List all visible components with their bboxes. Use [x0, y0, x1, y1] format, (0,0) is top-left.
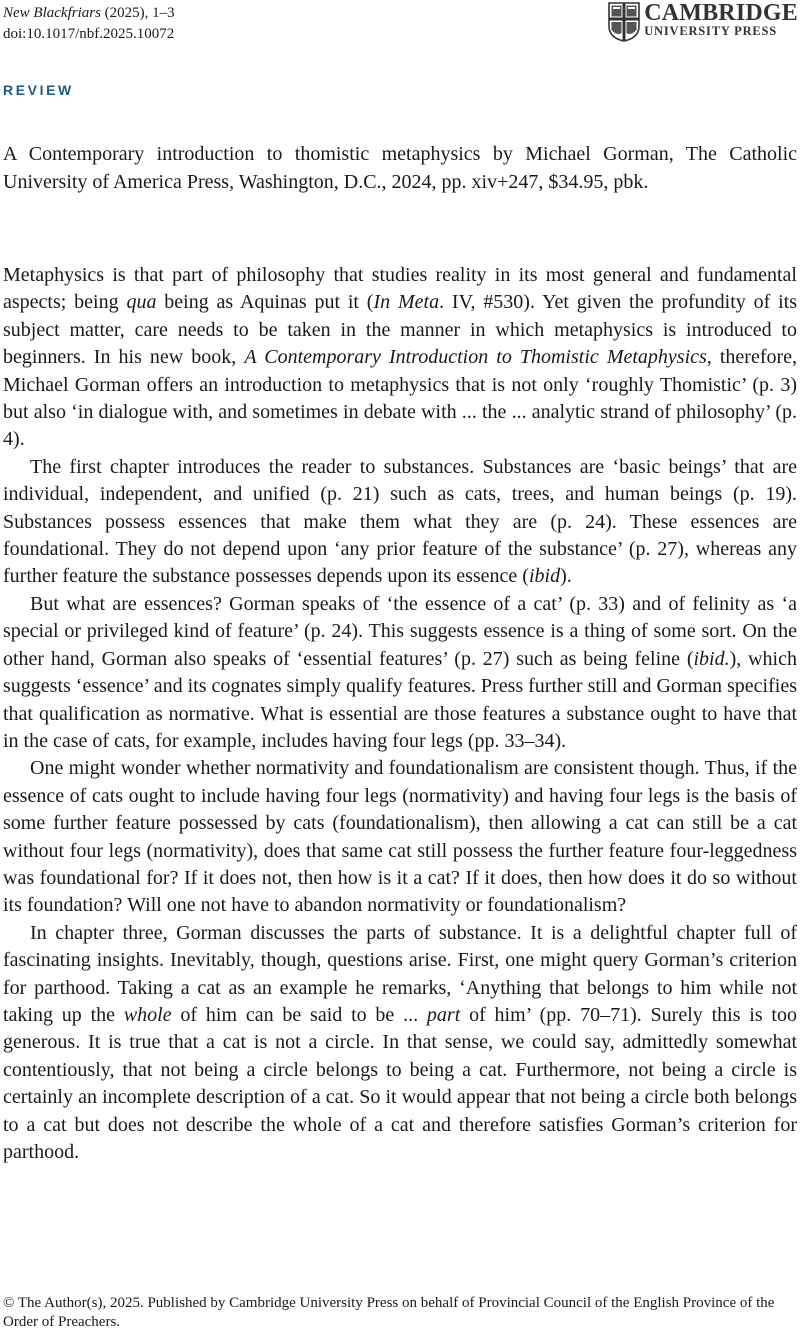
journal-citation-line: [3, 3, 175, 24]
paragraph-5: In chapter three, Gorman discusses the parts of substance. It is a delightful chapter full of fascinating insights. Inevitably, though, questions arise. First, one might query Gorman’s criterion for parthood. Taking a cat as an example he remarks, ‘Anything that belongs to him while not taking up the whole of him can be said to be ... part of him’ (pp. 70–71). Surely this is too generous. It is true that a cat is not a circle. In that sense, we could say, admittedly somewhat contentiously, that not being a circle belongs to being a cat. Furthermore, not being a circle is certainly an incomplete description of a cat. So it would appear that not being a circle both belongs to a cat but does not describe the whole of a cat and therefore satisfies Gorman’s criterion for parthood.: [3, 921, 797, 1163]
section-label: REVIEW: [3, 82, 74, 98]
book-citation: A Contemporary introduction to thomistic metaphysics by Michael Gorman, The Catholic University of America Press, Washington, D.C., 2024, pp. xiv+247, $34.95, pbk.: [3, 143, 797, 193]
journal-name: New Blackfriars: [3, 5, 101, 21]
paragraph-3: But what are essences? Gorman speaks of ‘the essence of a cat’ (p. 33) and of felinity as ‘a special or privileged kind of feature’ (p. 24). This suggests essence is a thing of some sort. On the other hand, Gorman also speaks of ‘essential features’ (p. 27) such as being feline (ibid.), which suggests ‘essence’ and its cognates simply qualify features. Press further still and Gorman specifies that qualification as normative. What is essential are those features a substance ought to have that in the case of cats, for example, includes having four legs (pp. 33–34).: [3, 592, 797, 752]
publisher-logo: [608, 2, 798, 42]
doi[interactable]: doi:10.1017/nbf.2025.10072: [3, 26, 175, 42]
copyright-footer: © The Author(s), 2025. Published by Cambridge University Press on behalf of Provincial Council of the English Province of the Order of Preachers.: [3, 1295, 775, 1330]
paragraph-2: The first chapter introduces the reader to substances. Substances are ‘basic beings’ that are individual, independent, and unified (p. 21) such as cats, trees, and human beings (p. 19). Substances possess essences that make them what they are (p. 24). These essences are foundational. They do not depend upon ‘any prior feature of the substance’ (p. 27), whereas any further feature the substance possesses depends upon its essence (ibid).: [3, 455, 797, 588]
review-body: [3, 262, 797, 1166]
logo-line-2: UNIVERSITY PRESS: [644, 24, 778, 38]
logo-line-1: CAMBRIDGE: [644, 0, 798, 26]
paragraph-1: Metaphysics is that part of philosophy that studies reality in its most general and fundamental aspects; being qua being as Aquinas put it (In Meta. IV, #530). Yet given the profundity of its subject matter, care needs to be taken in the manner in which metaphysics is introduced to beginners. In his new book, A Contemporary Introduction to Thomistic Metaphysics, therefore, Michael Gorman offers an introduction to metaphysics that is not only ‘roughly Thomistic’ (p. 3) but also ‘in dialogue with, and sometimes in debate with ... the ... analytic strand of philosophy’ (p. 4).: [3, 264, 798, 451]
paragraph-4: One might wonder whether normativity and foundationalism are consistent though. Thus, if the essence of cats ought to include having four legs (normativity) and having four legs is the basis of some further feature possessed by cats (foundationalism), then allowing a cat can still be a cat without four legs (normativity), does that same cat still possess the further feature four-leggedness was foundational for? If it does not, then how is it a cat? If it does, then how does it do so without its foundation? Will one not have to abandon normativity or foundationalism?: [3, 757, 797, 917]
journal-year-pages: (2025), 1–3: [100, 5, 175, 21]
journal-header: [3, 3, 175, 45]
crest-icon: [608, 2, 640, 42]
